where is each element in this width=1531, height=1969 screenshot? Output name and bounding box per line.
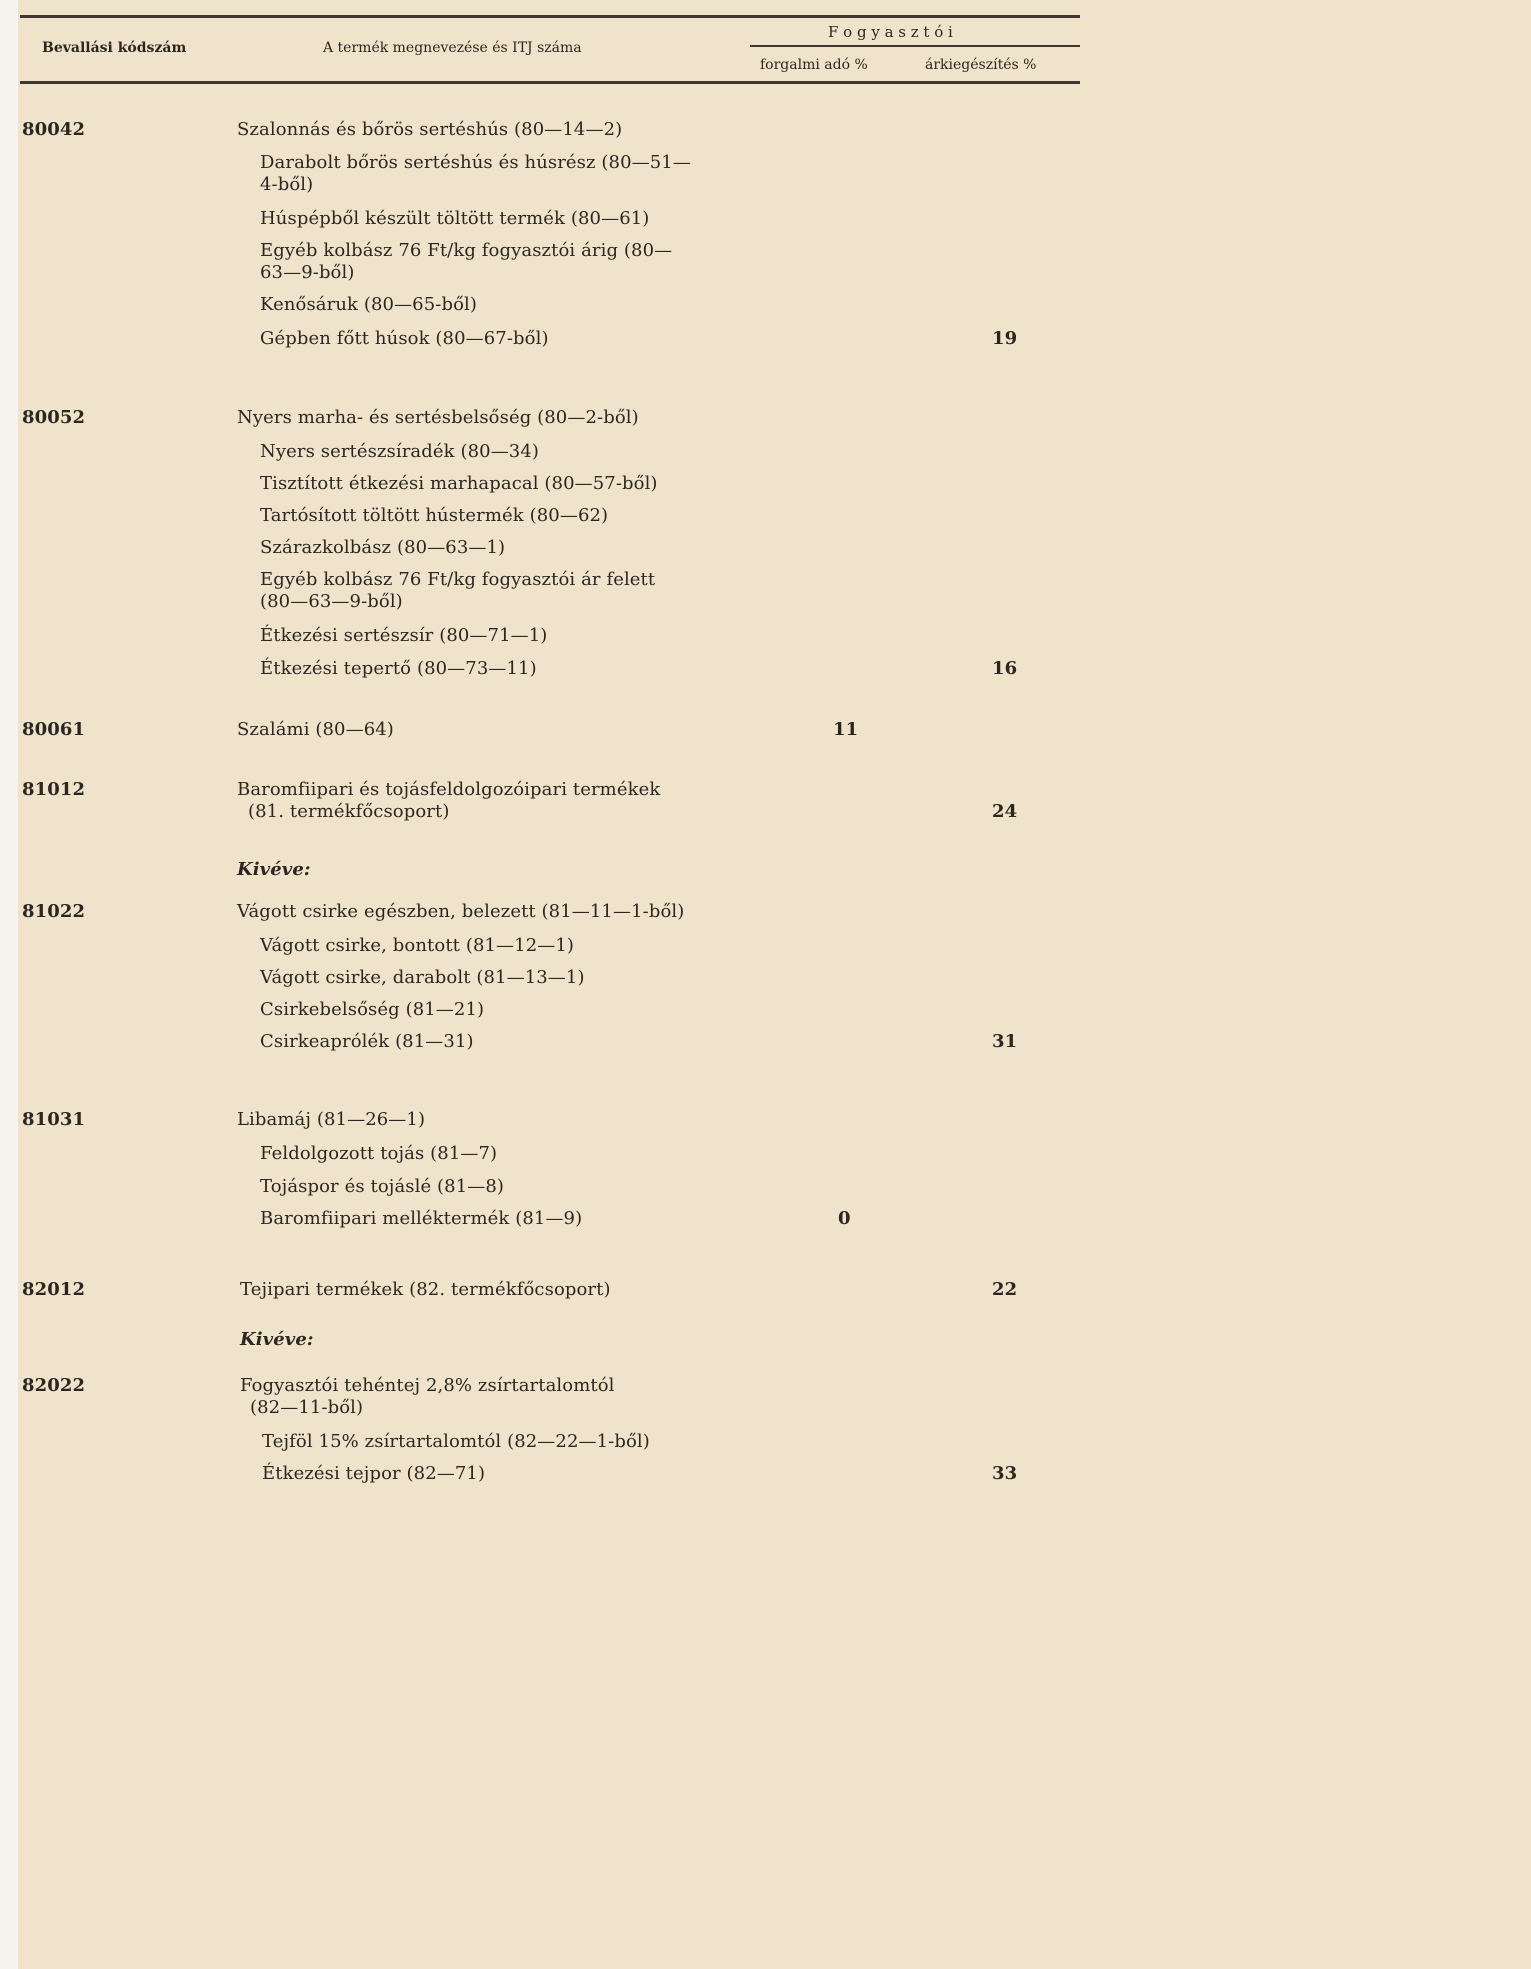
row-title: Nyers marha- és sertésbelsőség (80—2-ből) bbox=[237, 407, 639, 428]
row-item: Szárazkolbász (80—63—1) bbox=[260, 537, 506, 558]
arkiegeszites-value: 33 bbox=[992, 1463, 1018, 1484]
forgalmi-ado-value: 0 bbox=[838, 1208, 851, 1229]
row-item: Vágott csirke, bontott (81—12—1) bbox=[260, 935, 575, 956]
forgalmi-ado-value: 11 bbox=[833, 719, 859, 740]
row-code: 81031 bbox=[22, 1109, 86, 1130]
arkiegeszites-value: 22 bbox=[992, 1279, 1018, 1300]
row-title-cont: (81. termékfőcsoport) bbox=[248, 801, 450, 822]
row-item: Tejföl 15% zsírtartalomtól (82—22—1-ből) bbox=[262, 1431, 650, 1452]
scan-margin bbox=[0, 0, 18, 1969]
row-item-cont: 4-ből) bbox=[260, 174, 314, 195]
header-bottom-rule bbox=[20, 81, 1080, 84]
row-title-cont: (82—11-ből) bbox=[250, 1397, 364, 1418]
row-item: Feldolgozott tojás (81—7) bbox=[260, 1143, 498, 1164]
arkiegeszites-value: 31 bbox=[992, 1031, 1018, 1052]
header-group-label: F o g y a s z t ó i bbox=[828, 23, 953, 41]
header-name-label: A termék megnevezése és ITJ száma bbox=[323, 40, 582, 56]
row-item: Tartósított töltött hústermék (80—62) bbox=[260, 505, 609, 526]
arkiegeszites-value: 19 bbox=[992, 328, 1018, 349]
except-label: Kivéve: bbox=[237, 859, 311, 880]
row-title: Libamáj (81—26—1) bbox=[237, 1109, 426, 1130]
row-code: 82022 bbox=[22, 1375, 86, 1396]
row-item-cont: 63—9-ből) bbox=[260, 262, 355, 283]
row-title: Vágott csirke egészben, belezett (81—11—1-ből) bbox=[237, 901, 685, 922]
header-code-label: Bevallási kódszám bbox=[42, 40, 187, 56]
row-item: Egyéb kolbász 76 Ft/kg fogyasztói ár felett bbox=[260, 569, 656, 590]
row-item: Csirkeaprólék (81—31) bbox=[260, 1031, 474, 1052]
row-code: 82012 bbox=[22, 1279, 86, 1300]
row-code: 80052 bbox=[22, 407, 86, 428]
header-group-rule bbox=[750, 45, 1080, 47]
row-title: Szalonnás és bőrös sertéshús (80—14—2) bbox=[237, 119, 623, 140]
row-code: 80061 bbox=[22, 719, 86, 740]
header-col1-label: forgalmi adó % bbox=[760, 57, 868, 73]
row-title: Fogyasztói tehéntej 2,8% zsírtartalomtól bbox=[240, 1375, 615, 1396]
row-title: Baromfiipari és tojásfeldolgozóipari termékek bbox=[237, 779, 661, 800]
header-col2-label: árkiegészítés % bbox=[925, 57, 1037, 73]
row-item: Egyéb kolbász 76 Ft/kg fogyasztói árig (80— bbox=[260, 240, 673, 261]
arkiegeszites-value: 24 bbox=[992, 801, 1018, 822]
row-title: Szalámi (80—64) bbox=[237, 719, 394, 740]
row-item: Kenősáruk (80—65-ből) bbox=[260, 294, 477, 315]
row-item-cont: (80—63—9-ből) bbox=[260, 591, 403, 612]
row-code: 81022 bbox=[22, 901, 86, 922]
except-label: Kivéve: bbox=[240, 1329, 314, 1350]
row-item: Tisztított étkezési marhapacal (80—57-ből) bbox=[260, 473, 658, 494]
row-item: Nyers sertészsíradék (80—34) bbox=[260, 441, 540, 462]
row-item: Vágott csirke, darabolt (81—13—1) bbox=[260, 967, 585, 988]
row-item: Étkezési tejpor (82—71) bbox=[262, 1463, 486, 1484]
row-title: Tejipari termékek (82. termékfőcsoport) bbox=[240, 1279, 611, 1300]
row-item: Darabolt bőrös sertéshús és húsrész (80—51— bbox=[260, 152, 691, 173]
row-code: 80042 bbox=[22, 119, 86, 140]
arkiegeszites-value: 16 bbox=[992, 658, 1018, 679]
row-item: Tojáspor és tojáslé (81—8) bbox=[260, 1176, 505, 1197]
row-code: 81012 bbox=[22, 779, 86, 800]
header-top-rule bbox=[20, 15, 1080, 18]
row-item: Baromfiipari melléktermék (81—9) bbox=[260, 1208, 583, 1229]
row-item: Étkezési tepertő (80—73—11) bbox=[260, 658, 537, 679]
row-item: Gépben főtt húsok (80—67-ből) bbox=[260, 328, 549, 349]
row-item: Csirkebelsőség (81—21) bbox=[260, 999, 485, 1020]
row-item: Húspépből készült töltött termék (80—61) bbox=[260, 208, 650, 229]
row-item: Étkezési sertészsír (80—71—1) bbox=[260, 625, 548, 646]
